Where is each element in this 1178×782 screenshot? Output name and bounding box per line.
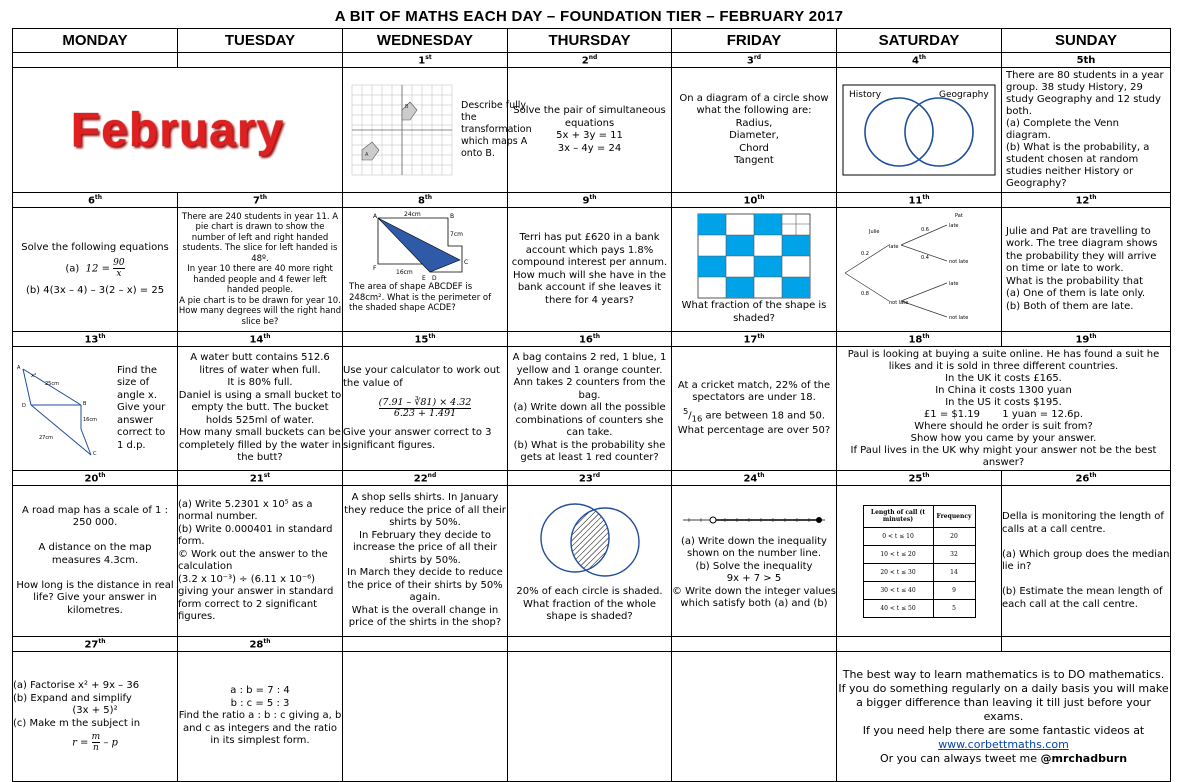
svg-text:not late: not late bbox=[949, 258, 969, 265]
date-number: 13th bbox=[13, 332, 178, 347]
date-empty bbox=[343, 637, 508, 652]
empty-cell bbox=[672, 652, 837, 782]
grid-diagram bbox=[347, 80, 457, 180]
date-row bbox=[13, 471, 1171, 486]
question-20: A road map has a scale of 1 : 250 000. A distance on the map measures 4.3cm. How long is the distance in real life? Give your answer in kilometres. bbox=[13, 486, 178, 637]
date-empty bbox=[672, 637, 837, 652]
date-number: 10th bbox=[672, 193, 837, 208]
svg-text:16cm: 16cm bbox=[83, 416, 97, 423]
date-number: 1st bbox=[343, 53, 508, 68]
svg-text:D: D bbox=[22, 402, 26, 409]
svg-text:late: late bbox=[949, 222, 959, 229]
month-banner-cell bbox=[13, 68, 343, 193]
week-row bbox=[13, 652, 1171, 782]
question-12: Julie and Pat are travelling to work. The tree diagram shows the probability they will arrive on time or late to work. What is the probability that (a) One of them is late only. (b) Both of them are late. bbox=[1002, 208, 1171, 332]
svg-text:7cm: 7cm bbox=[450, 231, 463, 238]
date-number: 4th bbox=[837, 53, 1002, 68]
svg-text:F: F bbox=[373, 265, 377, 272]
date-number: 26th bbox=[1002, 471, 1171, 486]
date-number: 8th bbox=[343, 193, 508, 208]
question-16: A bag contains 2 red, 1 blue, 1 yellow and 1 orange counter. Ann takes 2 counters from the bag. (a) Write down all the possible combinations of counters she can take. (b) What is the probability she gets at least 1 red counter? bbox=[508, 347, 672, 471]
date-number: 2nd bbox=[508, 53, 672, 68]
svg-text:0.8: 0.8 bbox=[861, 290, 869, 297]
day-thursday: THURSDAY bbox=[508, 29, 672, 53]
date-number: 23rd bbox=[508, 471, 672, 486]
date-empty bbox=[837, 637, 1002, 652]
question-9: Terri has put £620 in a bank account which pays 1.8% compound interest per annum. How much will she have in the bank account if she leaves it there for 4 years? bbox=[508, 208, 672, 332]
question-23: 20% of each circle is shaded. What fraction of the whole shape is shaded? bbox=[508, 486, 672, 637]
date-empty bbox=[13, 53, 178, 68]
question-11 bbox=[837, 208, 1002, 332]
svg-text:B: B bbox=[450, 213, 455, 220]
date-empty bbox=[1002, 637, 1171, 652]
question-1 bbox=[343, 68, 532, 193]
date-number: 27th bbox=[13, 637, 178, 652]
svg-text:x°: x° bbox=[31, 372, 37, 379]
day-saturday: SATURDAY bbox=[837, 29, 1002, 53]
date-empty bbox=[508, 637, 672, 652]
month-banner: February bbox=[70, 103, 285, 157]
weekday-header-row bbox=[13, 29, 1171, 53]
date-number: 22nd bbox=[343, 471, 508, 486]
number-line bbox=[679, 512, 829, 532]
question-27: (a) Factorise x² + 9x – 36 (b) Expand and simplify (3x + 5)² (c) Make m the subject in r = $\frac{m}{n}$ – p bbox=[13, 652, 178, 782]
svg-text:not late: not late bbox=[889, 299, 909, 306]
svg-text:A: A bbox=[365, 152, 369, 158]
date-number: 3rd bbox=[672, 53, 837, 68]
day-sunday: SUNDAY bbox=[1002, 29, 1171, 53]
question-text: Describe fully the transformation which maps A onto B. bbox=[461, 100, 532, 159]
question-8: A B C D E F 24cm 7cm 16cm The area of shape ABCDEF is 248cm². What is the perimeter of the shaded shape ACDE? bbox=[343, 208, 508, 332]
question-18: Paul is looking at buying a suite online. He has found a suit he likes and it is sold in three different countries. In the UK it costs £165. In China it costs 1300 yuan In the US it costs $195. £1 = $1.19 1 yuan = 12.6p. Where should he order is suit from? Show how you came by your answer. If Paul lives in the UK why might your answer not be the best answer? bbox=[837, 347, 1171, 471]
question-21: (a) Write 5.2301 x 10⁵ as a normal number. (b) Write 0.000401 in standard form. © Work out the answer to the calculation (3.2 x 10⁻³) ÷ (6.11 x 10⁻⁶) giving your answer in standard form correct to 2 significant figures. bbox=[178, 486, 343, 637]
date-number: 24th bbox=[672, 471, 837, 486]
svg-text:0.6: 0.6 bbox=[921, 226, 929, 233]
overlapping-circles bbox=[535, 498, 645, 582]
question-4 bbox=[837, 68, 1002, 193]
svg-text:24cm: 24cm bbox=[404, 211, 421, 218]
question-7: There are 240 students in year 11. A pie chart is drawn to show the number of left and right handed students. The slice for left handed is 48º. In year 10 there are 40 more right handed people and 4 fewer left handed people. A pie chart is to be drawn for year 10. How many degrees will the right hand slice be? bbox=[178, 208, 343, 332]
svg-text:0.4: 0.4 bbox=[921, 254, 929, 261]
day-friday: FRIDAY bbox=[672, 29, 837, 53]
week-row bbox=[13, 347, 1171, 471]
date-row bbox=[13, 332, 1171, 347]
day-tuesday: TUESDAY bbox=[178, 29, 343, 53]
question-28: a : b = 7 : 4 b : c = 5 : 3 Find the ratio a : b : c giving a, b and c as integers and the ratio in its simplest form. bbox=[178, 652, 343, 782]
svg-text:Pat: Pat bbox=[955, 212, 963, 219]
svg-text:Geography: Geography bbox=[939, 90, 989, 100]
svg-text:27cm: 27cm bbox=[39, 434, 53, 441]
svg-text:History: History bbox=[849, 90, 882, 100]
shaded-grid bbox=[698, 214, 810, 298]
date-number: 5th bbox=[1002, 53, 1171, 68]
svg-text:late: late bbox=[949, 280, 959, 287]
date-number: 21st bbox=[178, 471, 343, 486]
question-24: (a) Write down the inequality shown on the number line. (b) Solve the inequality 9x + 7 > 5 © Write down the integer values which satisfy both (a) and (b) bbox=[672, 486, 837, 637]
date-number: 9th bbox=[508, 193, 672, 208]
date-row bbox=[13, 637, 1171, 652]
week-row bbox=[13, 68, 1171, 193]
question-14: A water butt contains 512.6 litres of water when full. It is 80% full. Daniel is using a small bucket to empty the butt. The bucket holds 525ml of water. How many small buckets can be completely filled by the water in the butt? bbox=[178, 347, 343, 471]
date-row bbox=[13, 53, 1171, 68]
svg-text:E: E bbox=[422, 275, 426, 282]
date-number: 16th bbox=[508, 332, 672, 347]
corbettmaths-link[interactable]: www.corbettmaths.com bbox=[938, 737, 1069, 751]
svg-text:B: B bbox=[405, 104, 409, 110]
question-10: What fraction of the shape is shaded? bbox=[672, 208, 837, 332]
svg-text:A: A bbox=[17, 364, 21, 371]
svg-text:0.2: 0.2 bbox=[861, 250, 869, 257]
footer-message: The best way to learn mathematics is to DO mathematics. If you do something regularly on a daily basis you will make a bigger difference than leaving it till just before your exams. If you need help there are some fantastic videos at www.corbettmaths.com Or you can always tweet me @mrchadburn bbox=[837, 652, 1171, 782]
day-monday: MONDAY bbox=[13, 29, 178, 53]
svg-text:B: B bbox=[83, 400, 87, 407]
svg-text:Julie: Julie bbox=[869, 228, 880, 235]
shape-diagram bbox=[370, 208, 480, 282]
date-number: 20th bbox=[13, 471, 178, 486]
date-number: 7th bbox=[178, 193, 343, 208]
date-number: 28th bbox=[178, 637, 343, 652]
question-3: On a diagram of a circle show what the following are: Radius, Diameter, Chord Tangent bbox=[672, 68, 837, 193]
calendar-grid bbox=[12, 28, 1171, 782]
svg-text:D: D bbox=[432, 275, 437, 282]
svg-text:25cm: 25cm bbox=[45, 380, 59, 387]
page-title: A BIT OF MATHS EACH DAY – FOUNDATION TIER – FEBRUARY 2017 bbox=[334, 8, 844, 25]
date-row bbox=[13, 193, 1171, 208]
frequency-table: Length of call (t minutes) Frequency 0 < t ≤ 10 20 10 < t ≤ 20 32 20 < t ≤ 30 14 30 < t ≤ 40 9 40 < t ≤ 50 5 bbox=[863, 505, 976, 618]
date-number: 25th bbox=[837, 471, 1002, 486]
date-empty bbox=[178, 53, 343, 68]
date-number: 11th bbox=[837, 193, 1002, 208]
question-2: Solve the pair of simultaneous equations 5x + 3y = 11 3x – 4y = 24 bbox=[508, 68, 672, 193]
day-wednesday: WEDNESDAY bbox=[343, 29, 508, 53]
date-number: 12th bbox=[1002, 193, 1171, 208]
date-number: 17th bbox=[672, 332, 837, 347]
twitter-handle: @mrchadburn bbox=[1040, 751, 1128, 765]
week-row bbox=[13, 208, 1171, 332]
svg-text:16cm: 16cm bbox=[396, 269, 413, 276]
empty-cell bbox=[508, 652, 672, 782]
venn-diagram bbox=[839, 80, 999, 180]
svg-text:late: late bbox=[889, 243, 899, 250]
question-17: At a cricket match, 22% of the spectators are under 18. $^5/_{16}$ are between 18 and 50. What percentage are over 50? bbox=[672, 347, 837, 471]
week-row bbox=[13, 486, 1171, 637]
empty-cell bbox=[343, 652, 508, 782]
triangle-diagram bbox=[13, 359, 111, 459]
date-number: 14th bbox=[178, 332, 343, 347]
date-number: 18th bbox=[837, 332, 1002, 347]
date-number: 15th bbox=[343, 332, 508, 347]
question-6: Solve the following equations (a) 12 = $\frac{90}{x}$ (b) 4(3x – 4) – 3(2 – x) = 25 bbox=[13, 208, 178, 332]
tree-diagram bbox=[839, 211, 999, 329]
question-26: Della is monitoring the length of calls at a call centre. (a) Which group does the median lie in? (b) Estimate the mean length of each call at the call centre. bbox=[1002, 486, 1171, 637]
question-5: There are 80 students in a year group. 38 study History, 29 study Geography and 12 study both. (a) Complete the Venn diagram. (b) What is the probability, a student chosen at random studies neither History or Geography? bbox=[1002, 68, 1171, 193]
question-13: A D B C x° 25cm 16cm 27cm Find the size of angle x. Give your answer correct to 1 d.p. bbox=[13, 347, 178, 471]
svg-text:C: C bbox=[93, 450, 97, 457]
question-15: Use your calculator to work out the value of $\frac{(7.91 - ∛81) \times 4.32}{6.23 + 1.491}$ Give your answer correct to 3 significant figures. bbox=[343, 347, 508, 471]
date-number: 6th bbox=[13, 193, 178, 208]
date-number: 19th bbox=[1002, 332, 1171, 347]
svg-text:C: C bbox=[464, 259, 469, 266]
svg-text:A: A bbox=[373, 213, 378, 220]
svg-text:not late: not late bbox=[949, 314, 969, 321]
question-22: A shop sells shirts. In January they reduce the price of all their shirts by 50%. In February they decide to increase the price of all their shirts by 50%. In March they decide to reduce the price of their shirts by 50% again. What is the overall change in price of the shirts in the shop? bbox=[343, 486, 508, 637]
question-25 bbox=[837, 486, 1002, 637]
